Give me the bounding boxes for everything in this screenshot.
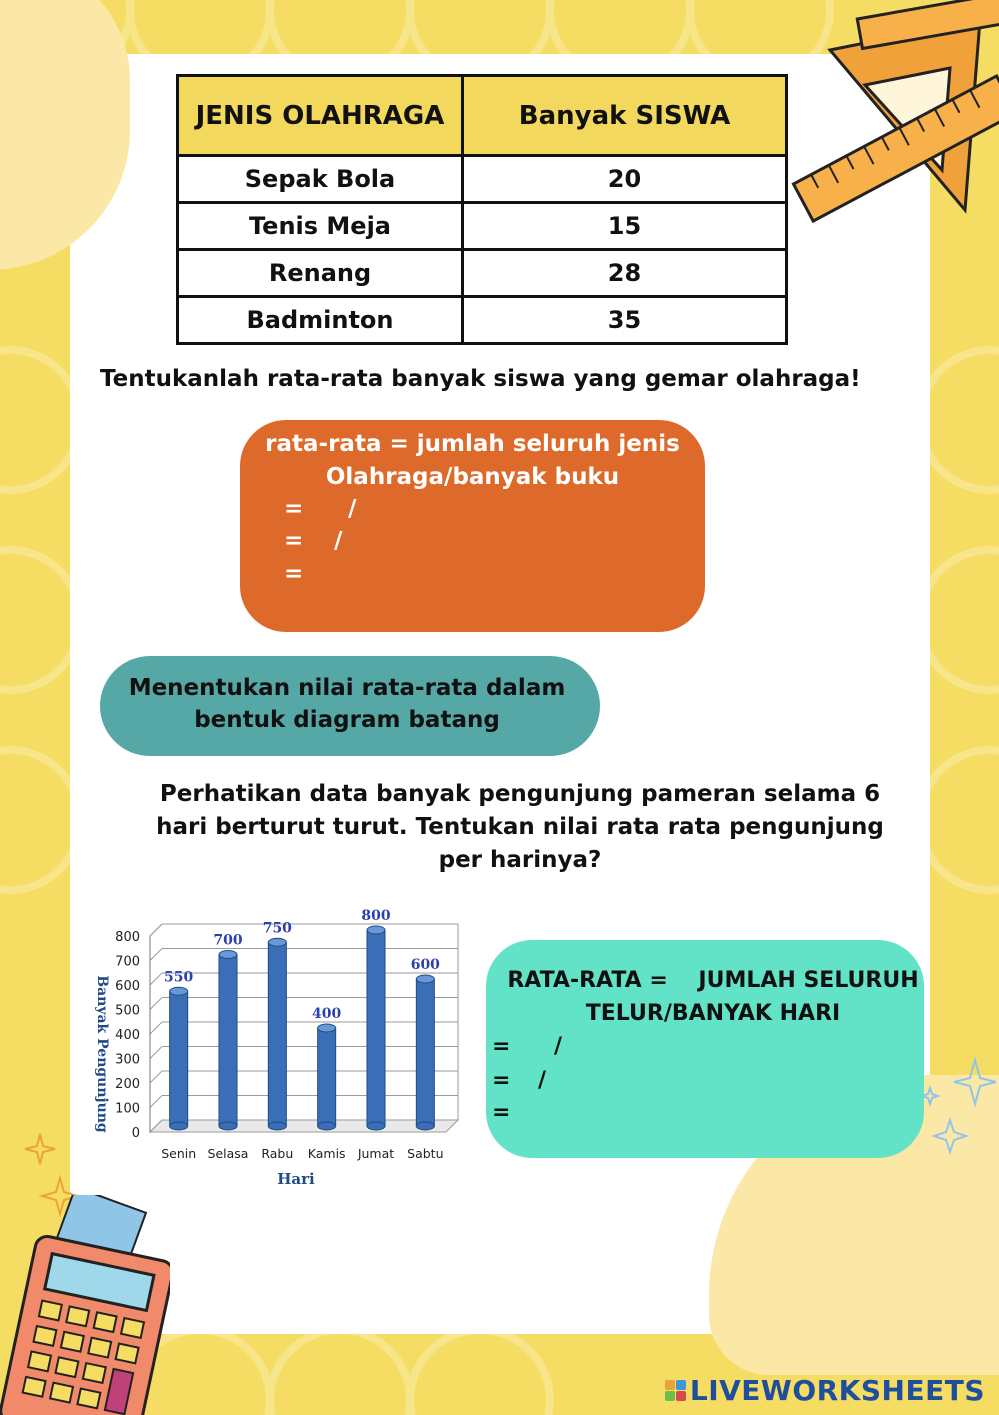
chart-bar-base (416, 1122, 434, 1130)
x-tick-label: Jumat (357, 1146, 395, 1161)
equals-sign: = (492, 1068, 511, 1093)
bar-chart-svg (88, 900, 478, 1200)
chart-bar (268, 942, 286, 1126)
question-line: hari berturut turut. Tentukan nilai rata rata pengunjung (156, 814, 884, 840)
sports-table (176, 74, 788, 345)
chart-bar-top (416, 975, 434, 983)
question-line: per harinya? (438, 847, 602, 873)
x-tick-label: Kamis (307, 1146, 346, 1161)
equals-sign: = (284, 528, 304, 554)
section-heading (100, 656, 600, 756)
section-heading-line: Menentukan nilai rata-rata dalam (128, 675, 566, 701)
equals-sign: = (284, 561, 304, 587)
chart-bar-base (219, 1122, 237, 1130)
chart-bar-base (318, 1122, 336, 1130)
y-tick-label: 0 (131, 1126, 140, 1141)
chart-bar (367, 930, 385, 1126)
table-row (178, 297, 787, 344)
answer-box-mint[interactable] (486, 940, 924, 1158)
data-label: 700 (213, 932, 243, 949)
slash-sign: / (334, 528, 343, 554)
liveworksheets-logo-icon (665, 1380, 686, 1401)
calculator-icon (0, 1195, 170, 1415)
formula-line: Olahraga/banyak buku (325, 464, 620, 490)
data-label: 600 (410, 957, 440, 973)
chart-bar (416, 979, 434, 1126)
chart-bar-top (268, 938, 286, 946)
question-line: Perhatikan data banyak pengunjung pameran selama 6 (159, 781, 881, 807)
formula-line: RATA-RATA = JUMLAH SELURUH (507, 968, 919, 993)
table-cell: Sepak Bola (178, 156, 463, 203)
data-label: 750 (262, 920, 292, 937)
formula-text (240, 428, 705, 494)
table-cell: 28 (463, 250, 787, 297)
equals-sign: = (492, 1034, 511, 1059)
y-tick-label: 100 (115, 1101, 140, 1117)
table-cell: 35 (463, 297, 787, 344)
chart-bar-base (268, 1122, 286, 1130)
chart-floor (150, 1120, 458, 1132)
question-text (150, 778, 890, 877)
formula-line: rata-rata = jumlah seluruh jenis (265, 431, 680, 457)
chart-bar-base (367, 1122, 385, 1130)
y-tick-label: 600 (115, 979, 140, 994)
chart-plot-area (150, 924, 458, 1132)
y-tick-label: 500 (115, 1003, 140, 1019)
x-tick-label: Sabtu (407, 1146, 444, 1161)
equals-sign: = (284, 496, 304, 522)
y-tick-label: 700 (115, 954, 140, 970)
table-cell: Badminton (178, 297, 463, 344)
table-cell: 15 (463, 203, 787, 250)
answer-box-orange[interactable] (240, 420, 705, 632)
section-heading-line: bentuk diagram batang (194, 707, 500, 733)
equals-sign: = (492, 1100, 511, 1125)
instruction-text: Tentukanlah rata-rata banyak siswa yang gemar olahraga! (100, 366, 861, 392)
table-cell: 20 (463, 156, 787, 203)
visitor-bar-chart (88, 900, 478, 1200)
chart-bar-top (219, 951, 237, 959)
chart-bar-top (318, 1024, 336, 1032)
table-cell: Tenis Meja (178, 203, 463, 250)
data-label: 400 (312, 1006, 342, 1022)
slash-sign: / (348, 496, 357, 522)
formula-text (486, 964, 924, 1030)
chart-bar-top (367, 926, 385, 934)
table-row (178, 250, 787, 297)
data-label: 800 (361, 908, 391, 924)
ruler-icon (790, 0, 999, 240)
y-tick-label: 300 (115, 1052, 140, 1068)
slash-sign: / (538, 1068, 547, 1093)
x-tick-label: Selasa (207, 1146, 249, 1161)
x-axis-title: Hari (277, 1170, 315, 1188)
y-tick-label: 200 (115, 1077, 140, 1092)
sparkle-icon (920, 1040, 999, 1170)
table-header: Banyak SISWA (463, 76, 787, 156)
watermark-text: LIVEWORKSHEETS (689, 1374, 985, 1407)
table-header-row (178, 76, 787, 156)
y-tick-label: 400 (115, 1028, 140, 1043)
table-row (178, 156, 787, 203)
table-header: JENIS OLAHRAGA (178, 76, 463, 156)
chart-bar (219, 955, 237, 1127)
liveworksheets-watermark (665, 1374, 985, 1407)
y-axis-title: Banyak Pengunjung (94, 975, 110, 1133)
table-cell: Renang (178, 250, 463, 297)
y-tick-label: 800 (115, 930, 140, 945)
slash-sign: / (554, 1034, 563, 1059)
chart-bar (318, 1028, 336, 1126)
chart-bar (170, 991, 188, 1126)
chart-bar-top (170, 987, 188, 995)
data-label: 550 (164, 969, 194, 986)
formula-line: TELUR/BANYAK HARI (585, 1001, 841, 1026)
x-tick-label: Senin (161, 1146, 197, 1161)
chart-bar-base (170, 1122, 188, 1130)
table-row (178, 203, 787, 250)
x-tick-label: Rabu (261, 1146, 294, 1161)
